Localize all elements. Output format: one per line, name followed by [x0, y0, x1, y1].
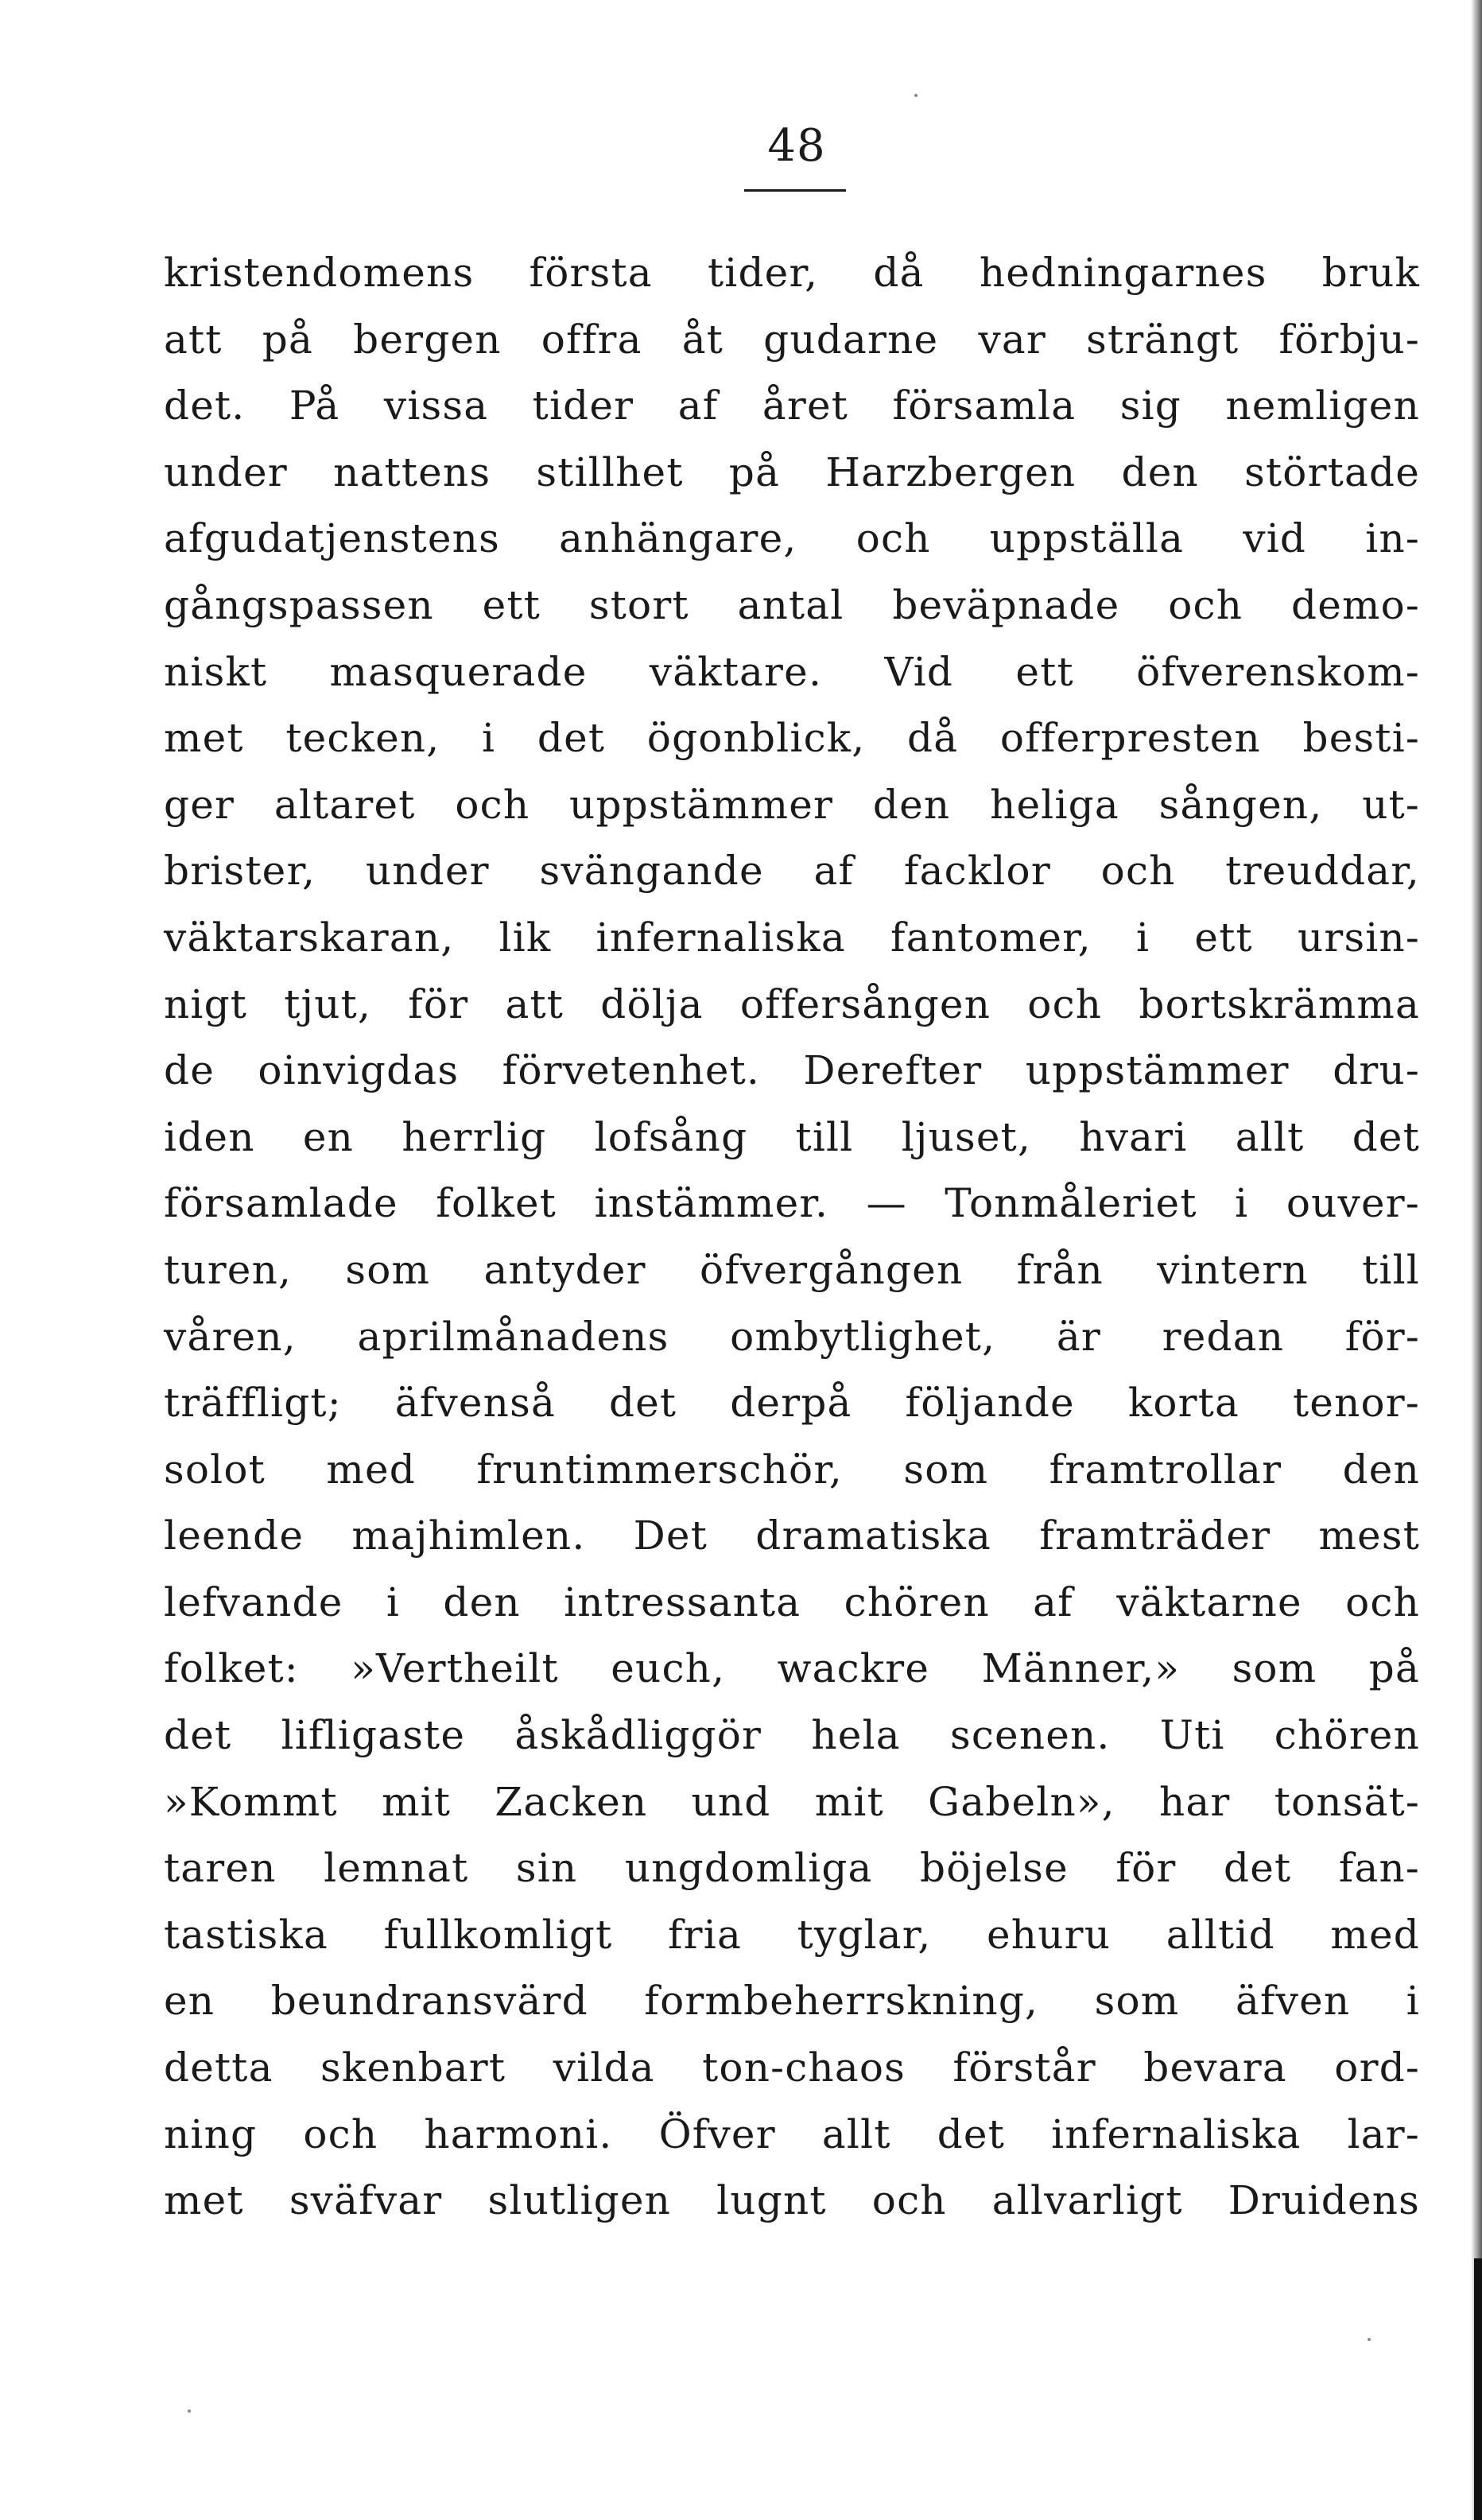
text-line: väktarskaran, lik infernaliska fantomer, i ett ursin- — [164, 914, 1420, 961]
text-line: taren lemnat sin ungdomliga böjelse för det fan- — [164, 1845, 1420, 1892]
text-line: brister, under svängande af facklor och treuddar, — [164, 848, 1420, 895]
text-line: att på bergen offra åt gudarne var strängt förbju- — [164, 316, 1420, 363]
page-edge-shadow — [1471, 0, 1482, 2520]
text-line: iden en herrlig lofsång till ljuset, hvari allt det — [164, 1113, 1420, 1160]
scan-speck — [914, 94, 918, 97]
text-line: folket: »Vertheilt euch, wackre Männer,» som på — [164, 1645, 1420, 1692]
text-line: »Kommt mit Zacken und mit Gabeln», har tonsät- — [164, 1778, 1420, 1825]
scan-speck — [188, 2409, 191, 2413]
text-line: ning och harmoni. Öfver allt det infernaliska lar- — [164, 2110, 1420, 2157]
text-line: kristendomens första tider, då hedningarnes bruk — [164, 250, 1420, 296]
text-line: de oinvigdas förvetenhet. Derefter uppstämmer dru- — [164, 1047, 1420, 1094]
text-line: gångspassen ett stort antal beväpnade och demo- — [164, 581, 1420, 628]
text-line: solot med fruntimmerschör, som framtrollar den — [164, 1446, 1420, 1493]
text-line: det lifligaste åskådliggör hela scenen. Uti chören — [164, 1712, 1420, 1759]
text-line: församlade folket instämmer. — Tonmåleriet i ouver- — [164, 1180, 1420, 1227]
text-line: våren, aprilmånadens ombytlighet, är redan för- — [164, 1313, 1420, 1360]
page-number-rule — [744, 189, 846, 192]
text-line: met tecken, i det ögonblick, då offerpresten besti- — [164, 715, 1420, 762]
text-line: träffligt; äfvenså det derpå följande korta tenor- — [164, 1380, 1420, 1427]
page-number: 48 — [767, 120, 826, 172]
text-line: tastiska fullkomligt fria tyglar, ehuru alltid med — [164, 1911, 1420, 1958]
text-line: met sväfvar slutligen lugnt och allvarligt Druidens — [164, 2177, 1420, 2224]
text-line: leende majhimlen. Det dramatiska framträder mest — [164, 1512, 1420, 1559]
text-line: niskt masquerade väktare. Vid ett öfverenskom- — [164, 648, 1420, 695]
text-line: det. På vissa tider af året församla sig nemligen — [164, 382, 1420, 429]
text-line: turen, som antyder öfvergången från vintern till — [164, 1246, 1420, 1293]
text-line: detta skenbart vilda ton-chaos förstår bevara ord- — [164, 2044, 1420, 2091]
page-edge-binding — [1474, 2258, 1482, 2520]
body-text — [164, 240, 1420, 2235]
text-line: afgudatjenstens anhängare, och uppställa vid in- — [164, 515, 1420, 562]
text-line: nigt tjut, för att dölja offersången och bortskrämma — [164, 980, 1420, 1027]
scan-speck — [1368, 2338, 1371, 2341]
text-line: lefvande i den intressanta chören af väktarne och — [164, 1578, 1420, 1625]
text-line: en beundransvärd formbeherrskning, som äfven i — [164, 1978, 1420, 2025]
text-line: under nattens stillhet på Harzbergen den störtade — [164, 448, 1420, 495]
text-line: ger altaret och uppstämmer den heliga sången, ut- — [164, 781, 1420, 828]
